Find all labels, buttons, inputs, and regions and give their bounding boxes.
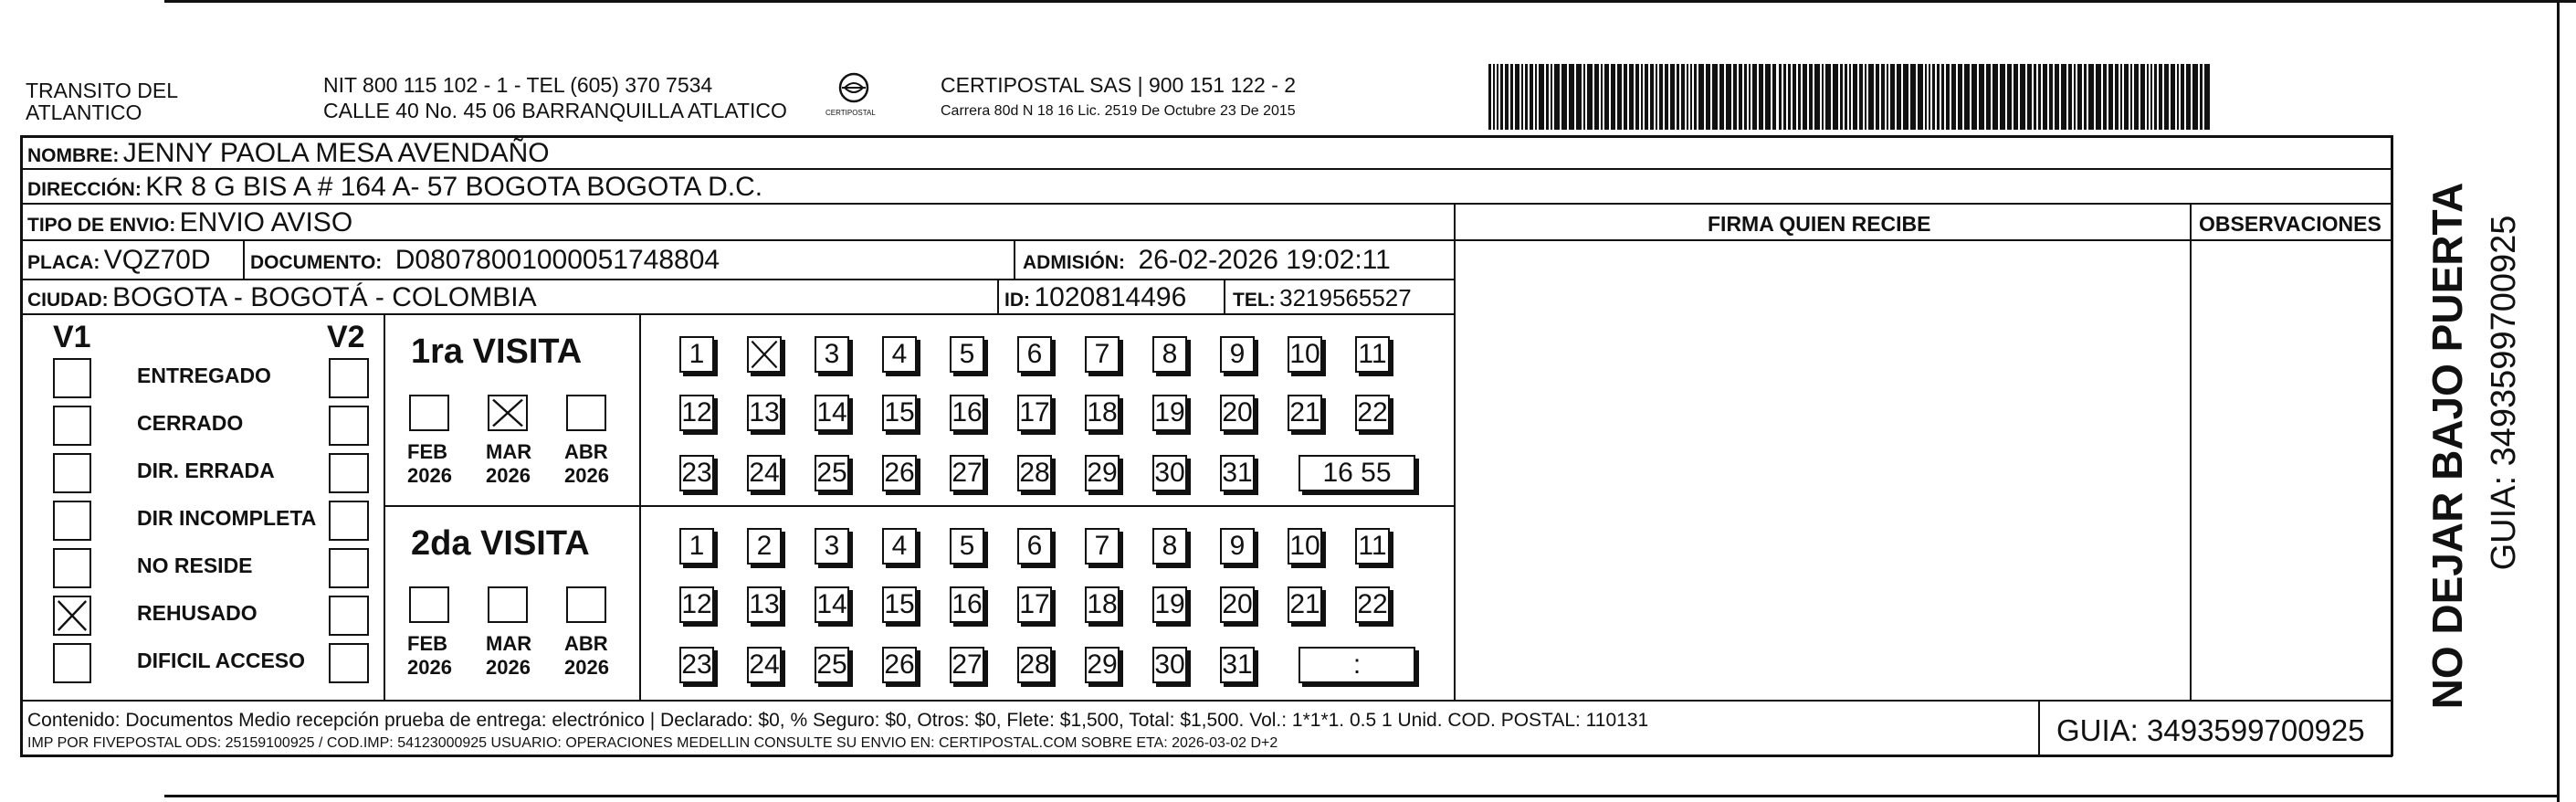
row-line-footer — [20, 700, 2392, 702]
year-label: 2026 — [486, 656, 531, 679]
status-reason-label: CERRADO — [137, 411, 244, 435]
day-box[interactable]: 10 — [1288, 336, 1322, 373]
day-box[interactable]: 20 — [1220, 395, 1255, 431]
day-box[interactable]: 3 — [815, 528, 849, 565]
day-box[interactable]: 15 — [882, 586, 917, 623]
admission-value: 26-02-2026 19:02:11 — [1138, 245, 1391, 275]
doc-value: D08078001000051748804 — [394, 245, 720, 275]
v2-checkbox[interactable] — [329, 406, 369, 446]
day-box[interactable]: 31 — [1220, 455, 1255, 491]
plate-doc-sep — [243, 241, 245, 279]
year-label: 2026 — [564, 656, 609, 679]
row-line-4 — [20, 279, 1454, 280]
v1-checkbox[interactable] — [53, 596, 91, 636]
doc-row — [250, 247, 720, 274]
day-box[interactable]: 14 — [815, 395, 849, 431]
status-reason-label: REHUSADO — [137, 601, 258, 625]
day-box[interactable]: 26 — [882, 455, 917, 491]
day-box[interactable]: 22 — [1355, 395, 1390, 431]
day-box[interactable]: 24 — [747, 647, 782, 683]
v2-label: V2 — [327, 320, 365, 354]
city-label: CIUDAD: — [27, 290, 109, 311]
day-box[interactable]: 21 — [1288, 395, 1322, 431]
tel-row — [1233, 286, 1412, 310]
day-box[interactable]: 5 — [950, 336, 984, 373]
v2-checkbox[interactable] — [329, 453, 369, 493]
v1-checkbox[interactable] — [53, 501, 91, 541]
side-guia: GUIA: 3493599700925 — [2485, 215, 2523, 571]
day-box[interactable]: 19 — [1152, 586, 1187, 623]
v2-checkbox[interactable] — [329, 358, 369, 398]
right-border-line — [2557, 0, 2560, 802]
status-reason-label: DIR INCOMPLETA — [137, 506, 317, 530]
year-label: 2026 — [407, 464, 452, 487]
visit-title: 2da VISITA — [411, 524, 590, 563]
day-box[interactable]: 19 — [1152, 395, 1187, 431]
type-row — [27, 209, 352, 237]
year-label: 2026 — [486, 464, 531, 487]
day-box[interactable]: 5 — [950, 528, 984, 565]
sender-line-2: ATLANTICO — [26, 100, 142, 124]
v1-checkbox[interactable] — [53, 358, 91, 398]
status-reason-label: DIR. ERRADA — [137, 459, 275, 482]
v2-checkbox[interactable] — [329, 643, 369, 683]
day-box[interactable]: 2 — [747, 528, 782, 565]
sender-line-1: TRANSITO DEL — [26, 79, 178, 102]
day-box[interactable]: 13 — [747, 586, 782, 623]
row-line-3 — [20, 239, 1454, 241]
v1-checkbox[interactable] — [53, 453, 91, 493]
day-box[interactable]: 27 — [950, 455, 984, 491]
day-box[interactable]: 10 — [1288, 528, 1322, 565]
v2-checkbox[interactable] — [329, 548, 369, 588]
v2-checkbox[interactable] — [329, 596, 369, 636]
nit-line: NIT 800 115 102 - 1 - TEL (605) 370 7534 — [323, 73, 713, 97]
day-box[interactable]: 1 — [679, 336, 714, 373]
day-box[interactable]: 11 — [1355, 336, 1390, 373]
visit-divider — [384, 505, 1454, 507]
row-line-1 — [20, 168, 2392, 170]
id-label: ID: — [1004, 290, 1030, 311]
logo-text: CERTIPOSTAL — [825, 109, 876, 117]
day-box[interactable]: 9 — [1220, 528, 1255, 565]
city-value: BOGOTA - BOGOTÁ - COLOMBIA — [112, 282, 537, 312]
v2-checkbox[interactable] — [329, 501, 369, 541]
month-label: FEB — [407, 440, 447, 463]
day-box[interactable]: 30 — [1152, 455, 1187, 491]
row-line-5 — [20, 313, 1454, 315]
day-box[interactable]: 18 — [1085, 395, 1120, 431]
form-right-line — [2391, 135, 2393, 756]
day-box[interactable]: 16 — [950, 586, 984, 623]
company-line: CERTIPOSTAL SAS | 900 151 122 - 2 — [941, 73, 1297, 97]
day-box[interactable]: 28 — [1017, 647, 1052, 683]
v1-checkbox[interactable] — [53, 643, 91, 683]
top-edge-line — [164, 0, 2576, 3]
month-checkbox[interactable] — [566, 395, 606, 431]
day-box[interactable]: 27 — [950, 647, 984, 683]
obs-left-line — [2190, 203, 2192, 701]
day-box[interactable]: 24 — [747, 455, 782, 491]
day-box[interactable]: 23 — [679, 647, 714, 683]
footer-guia-sep — [2038, 702, 2040, 755]
day-box[interactable]: 17 — [1017, 395, 1052, 431]
day-box[interactable]: 26 — [882, 647, 917, 683]
footer-imp: IMP POR FIVEPOSTAL ODS: 25159100925 / COD.IMP: 54123000925 USUARIO: OPERACIONES MEDELLIN CONSULTE SU ENVIO EN: CERTIPOSTAL.COM SOBRE ETA: 2026-03-02 D+2 — [27, 735, 1278, 751]
city-row — [27, 284, 537, 311]
month-label: MAR — [486, 440, 532, 463]
plate-label: PLACA: — [27, 252, 100, 273]
v1-checkbox[interactable] — [53, 406, 91, 446]
plate-value: VQZ70D — [103, 245, 211, 275]
day-box[interactable]: 3 — [815, 336, 849, 373]
time-box[interactable]: 16 55 — [1299, 455, 1415, 491]
type-label: TIPO DE ENVIO: — [27, 215, 176, 236]
city-id-sep — [997, 280, 999, 313]
day-box[interactable]: 8 — [1152, 528, 1187, 565]
address-row — [27, 174, 762, 201]
v1-checkbox[interactable] — [53, 548, 91, 588]
day-box[interactable]: 31 — [1220, 647, 1255, 683]
visit-title: 1ra VISITA — [411, 332, 583, 371]
firma-label: FIRMA QUIEN RECIBE — [1708, 212, 1931, 236]
side-warning: NO DEJAR BAJO PUERTA — [2424, 182, 2471, 710]
month-label: FEB — [407, 632, 447, 655]
row-line-3b — [1454, 239, 2391, 241]
months-right-line — [639, 315, 641, 700]
day-box[interactable]: 23 — [679, 455, 714, 491]
day-box[interactable]: 18 — [1085, 586, 1120, 623]
footer-guia: GUIA: 3493599700925 — [2056, 713, 2365, 747]
month-checkbox[interactable] — [409, 395, 449, 431]
day-box[interactable]: 15 — [882, 395, 917, 431]
month-checkbox[interactable] — [488, 395, 528, 431]
day-box[interactable]: 11 — [1355, 528, 1390, 565]
day-box[interactable]: 7 — [1085, 336, 1120, 373]
type-value: ENVIO AVISO — [179, 207, 353, 237]
status-right-line — [384, 315, 385, 700]
month-checkbox[interactable] — [566, 586, 606, 623]
tel-label: TEL: — [1233, 290, 1276, 311]
status-reason-label: ENTREGADO — [137, 364, 271, 387]
day-box[interactable]: 20 — [1220, 586, 1255, 623]
form-bottom-line — [20, 755, 2392, 757]
tel-value: 3219565527 — [1279, 284, 1412, 311]
status-reason-label: NO RESIDE — [137, 554, 253, 577]
day-box[interactable]: 6 — [1017, 336, 1052, 373]
id-value: 1020814496 — [1034, 282, 1187, 312]
day-box[interactable]: 4 — [882, 336, 917, 373]
id-tel-sep — [1224, 280, 1225, 313]
day-box[interactable]: 7 — [1085, 528, 1120, 565]
time-box[interactable]: : — [1299, 647, 1415, 683]
day-box[interactable]: 12 — [679, 586, 714, 623]
address-value: KR 8 G BIS A # 164 A- 57 BOGOTA BOGOTA D.C. — [145, 172, 763, 202]
license-line: Carrera 80d N 18 16 Lic. 2519 De Octubre 23 De 2015 — [941, 103, 1296, 119]
day-box[interactable]: 13 — [747, 395, 782, 431]
id-row — [1004, 284, 1186, 311]
form-left-line — [20, 135, 23, 756]
day-box[interactable] — [747, 336, 782, 373]
month-checkbox[interactable] — [409, 586, 449, 623]
status-reason-label: DIFICIL ACCESO — [137, 649, 306, 672]
address-label: DIRECCIÓN: — [27, 179, 142, 200]
day-box[interactable]: 4 — [882, 528, 917, 565]
name-label: NOMBRE: — [27, 145, 120, 166]
year-label: 2026 — [407, 656, 452, 679]
footer-content: Contenido: Documentos Medio recepción prueba de entrega: electrónico | Declarado: $0, % Seguro: $0, Otros: $0, Flete: $1,500, Total: $1,500. Vol.: 1*1*1. 0.5 1 Unid. COD. POSTAL: 110131 — [27, 710, 1649, 731]
name-row — [27, 140, 550, 167]
address-line: CALLE 40 No. 45 06 BARRANQUILLA ATLATICO — [323, 99, 787, 122]
plate-row — [27, 247, 211, 274]
day-box[interactable]: 21 — [1288, 586, 1322, 623]
barcode — [1488, 64, 2219, 130]
day-box[interactable]: 25 — [815, 455, 849, 491]
month-checkbox[interactable] — [488, 586, 528, 623]
day-box[interactable]: 9 — [1220, 336, 1255, 373]
day-box[interactable]: 30 — [1152, 647, 1187, 683]
day-box[interactable]: 14 — [815, 586, 849, 623]
day-box[interactable]: 29 — [1085, 455, 1120, 491]
day-box[interactable]: 1 — [679, 528, 714, 565]
day-box[interactable]: 25 — [815, 647, 849, 683]
sig-left-line — [1454, 203, 1456, 701]
admission-label: ADMISIÓN: — [1023, 252, 1125, 273]
day-box[interactable]: 6 — [1017, 528, 1052, 565]
day-box[interactable]: 29 — [1085, 647, 1120, 683]
day-box[interactable]: 8 — [1152, 336, 1187, 373]
row-line-2 — [20, 203, 2392, 205]
doc-label: DOCUMENTO: — [250, 252, 383, 273]
day-box[interactable]: 16 — [950, 395, 984, 431]
admission-row — [1023, 247, 1391, 274]
v1-label: V1 — [53, 320, 91, 354]
day-box[interactable]: 17 — [1017, 586, 1052, 623]
day-box[interactable]: 12 — [679, 395, 714, 431]
day-box[interactable]: 28 — [1017, 455, 1052, 491]
month-label: ABR — [564, 440, 608, 463]
obs-label: OBSERVACIONES — [2199, 212, 2381, 236]
bottom-border-line — [164, 795, 2560, 797]
doc-adm-sep — [1014, 241, 1015, 279]
month-label: MAR — [486, 632, 532, 655]
month-label: ABR — [564, 632, 608, 655]
year-label: 2026 — [564, 464, 609, 487]
day-box[interactable]: 22 — [1355, 586, 1390, 623]
name-value: JENNY PAOLA MESA AVENDAÑO — [122, 138, 550, 168]
